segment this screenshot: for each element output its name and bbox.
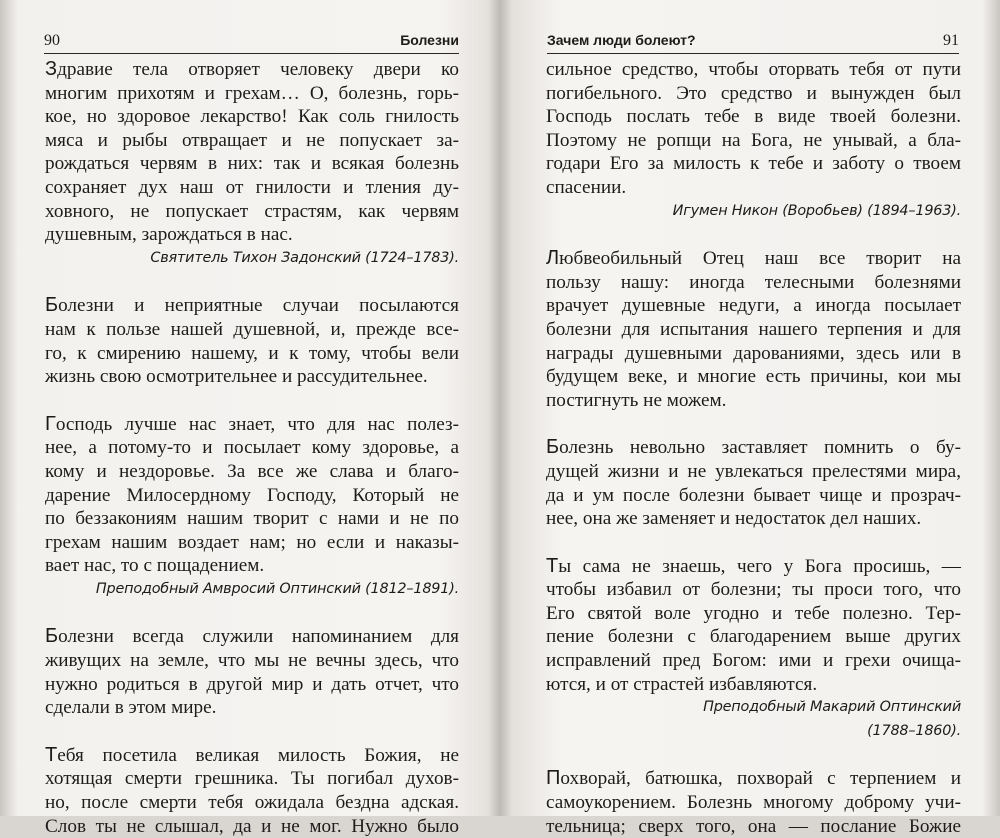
paragraph-gap [45, 720, 459, 744]
header-rule [44, 53, 459, 54]
paragraph-gap [45, 601, 459, 625]
text-line: Его святой воле угодно и тебе полезно. Тер- [546, 602, 961, 624]
paragraph-gap [546, 743, 961, 767]
running-head-title: Болезни [400, 32, 459, 48]
text-line: сильное средство, чтобы оторвать тебя от пути [546, 59, 961, 80]
paragraph [546, 436, 961, 530]
paragraph-gap [45, 389, 459, 413]
paragraph-gap [546, 223, 961, 247]
text-line: погибельного. Это средство и вынужден был [546, 82, 961, 104]
text-line: Похворай, батюшка, похворай с терпением и [546, 767, 961, 790]
text-line: постигнуть не можем. [546, 389, 727, 411]
text-line: Тебя посетила великая милость Божия, не [45, 743, 459, 766]
text-line: Здравие тела отворяет человеку двери ко [45, 58, 459, 80]
text-line: врачует душевные недуги, а иногда посылает [546, 295, 961, 317]
text-line: го, к смирению нашему, и к тому, чтобы вели [45, 342, 459, 364]
text-line: Ты сама не знаешь, чего у Бога просишь, — [546, 554, 961, 577]
text-line: мяса и рыбы отвращает и не попускает за- [45, 129, 459, 151]
right-page [500, 0, 1000, 837]
paragraph [45, 625, 459, 719]
paragraph-gap [546, 412, 961, 436]
text-line: Поэтому не ропщи на Бога, не унывай, а бла- [546, 129, 961, 151]
paragraph-gap [45, 270, 459, 294]
text-line: ются, и от страстей избавляются. [546, 673, 818, 695]
paragraph [45, 413, 459, 578]
left-page-body [45, 58, 459, 838]
attribution: Преподобный Амвросий Оптинский (1812–1891). [95, 580, 459, 597]
text-line: многим прихотям и грехам… О, болезнь, горь- [45, 82, 459, 104]
paragraph [45, 58, 459, 247]
text-line: чтобы избавил от болезни; ты проси того, что [546, 579, 961, 601]
text-line: но, после смерти тебя ожидала бездна адская. [45, 792, 459, 814]
text-line: живущих на земле, что мы не вечны здесь, что [45, 650, 459, 672]
text-line: сохраняет дух наш от гнилости и тления ду- [45, 176, 459, 198]
right-page-body [546, 58, 961, 838]
page-number: 90 [44, 32, 60, 49]
text-line: пользу нашу: иногда телесными болезнями [546, 271, 961, 293]
left-running-head [44, 30, 459, 54]
header-rule [547, 53, 959, 54]
paragraph-gap [546, 531, 961, 555]
paragraph [546, 767, 961, 838]
text-line: хотящая смерти грешника. Ты погибал духов- [45, 768, 459, 790]
paragraph [546, 247, 961, 412]
text-line: нее, а потому-то и посылает кому здоровье, а [45, 437, 459, 459]
text-line: спасении. [546, 176, 627, 198]
text-line: жизнь свою осмотрительнее и рассудительнее. [45, 366, 428, 388]
text-line: Слов ты не слышал, да и не мог. Нужно было [45, 815, 459, 837]
text-line: дущей жизни и не увлекаться прелестями мира, [546, 460, 961, 482]
left-page [0, 0, 500, 837]
attribution: Преподобный Макарий Оптинский [703, 699, 961, 716]
paragraph [546, 555, 961, 697]
text-line: вает нас, то с пощадением. [45, 555, 265, 577]
text-line: по беззакониям нашим творит с нами и не по [45, 508, 459, 530]
text-line: грехам нашим воздает нам; но если и наказы- [45, 531, 459, 553]
text-line: душевным, зарождаться в нас. [45, 224, 293, 246]
right-running-head [547, 30, 959, 54]
text-line: исправлений пред Богом: ими и грехи очища- [546, 650, 961, 672]
paragraph [546, 58, 961, 200]
text-line: ховного, не попускает страстям, как червям [45, 200, 459, 222]
text-line: нее, она же заменяет и недостаток дел наших. [546, 508, 922, 530]
running-head-title: Зачем люди болеют? [547, 32, 696, 48]
text-line: Любвеобильный Отец наш все творит на [546, 247, 961, 270]
text-line: Господь лучше нас знает, что для нас полез- [45, 412, 459, 435]
text-line: кому и нездоровье. За все же слава и благо- [45, 460, 459, 482]
attribution: Игумен Никон (Воробьев) (1894–1963). [672, 202, 961, 219]
text-line: нам к пользе нашей душевной, и, прежде все- [45, 318, 459, 340]
text-line: дарение Милосердному Господу, Который не [45, 484, 459, 506]
text-line: Болезни всегда служили напоминанием для [45, 625, 459, 648]
text-line: Болезни и неприятные случаи посылаются [45, 294, 459, 317]
page-number: 91 [943, 32, 959, 49]
text-line: тельница; сверх того, она — послание Божие [546, 815, 961, 837]
paragraph [45, 294, 459, 388]
text-line: Болезнь невольно заставляет помнить о бу- [546, 436, 961, 459]
text-line: самоукорением. Болезнь многому доброму учи- [546, 792, 961, 814]
text-line: годари Его за милость к тебе и заботу о твоем [546, 153, 961, 175]
text-line: награды душевными дарованиями, здесь или в [546, 342, 961, 364]
attribution: (1788–1860). [867, 722, 961, 739]
text-line: болезни для испытания нашего терпения и для [546, 318, 961, 340]
text-line: Господь послать тебе в виде твоей болезни. [546, 106, 961, 128]
text-line: кое, но здоровое лекарство! Как соль гнилость [45, 106, 459, 128]
text-line: пение болезни с благодарением выше других [546, 626, 961, 648]
text-line: да и ум после болезни бывает чище и прозрач- [546, 484, 961, 506]
text-line: рождаться червям в них: так и всякая болезнь [45, 153, 459, 175]
text-line: будущем веке, и многие есть причины, кои мы [546, 366, 961, 388]
paragraph [45, 744, 459, 838]
text-line: сделали в этом мире. [45, 697, 217, 719]
text-line: нужно родиться в другой мир и дать отчет, что [45, 673, 459, 695]
attribution: Святитель Тихон Задонский (1724–1783). [150, 249, 459, 266]
